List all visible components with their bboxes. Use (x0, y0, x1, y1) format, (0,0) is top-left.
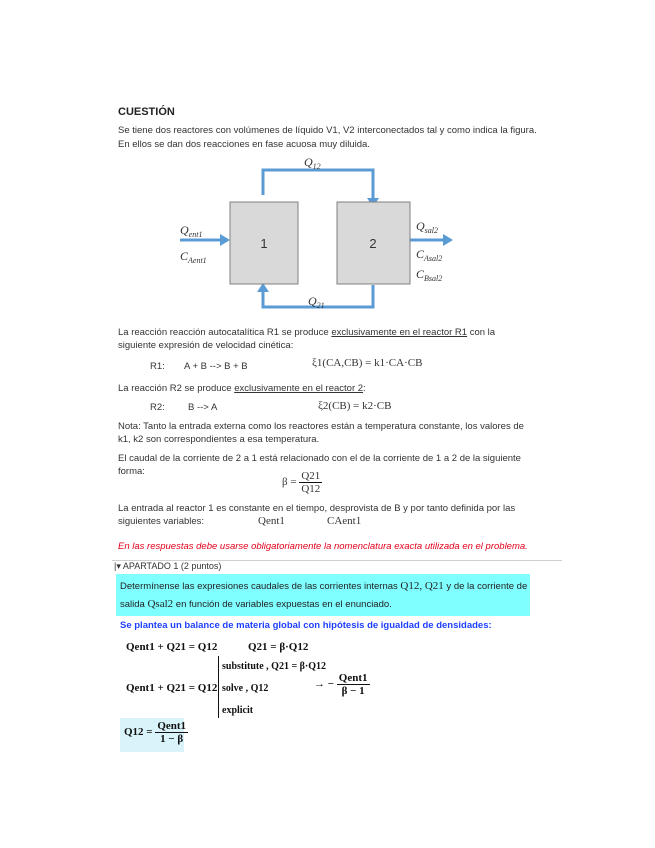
command-bracket (218, 656, 219, 718)
qsal-label (416, 219, 438, 235)
result-num: Qent1 (338, 672, 368, 684)
cent-label (180, 249, 207, 265)
input-text-line-1: La entrada al reactor 1 es constante en el tiempo, desprovista de B y por tanto definida por las (118, 503, 516, 514)
beta-fraction (299, 470, 322, 495)
r2-text-underlined: exclusivamente en el reactor 2 (234, 383, 364, 394)
r1-text-b: con la (467, 327, 496, 338)
r2-text-a: La reacción R2 se produce (118, 383, 235, 394)
final-lhs: Q12 = (124, 726, 153, 739)
qent-q: Q (180, 223, 189, 237)
question-text-d: en función de variables expuestas en el enunciado. (173, 599, 392, 610)
mass-balance-eq: Qent1 + Q21 = Q12 (126, 641, 218, 653)
flow-text-line-2: forma: (118, 466, 145, 477)
question-text-b: y de la corriente de (443, 581, 528, 592)
casal-label (416, 247, 442, 263)
section-title: APARTADO 1 (2 puntos) (122, 561, 222, 571)
question-var-sal: Qsal2 (147, 598, 174, 610)
command-solve: solve , Q12 (222, 683, 269, 694)
r1-rate: ξ1(CA,CB) = k1·CA·CB (312, 357, 423, 369)
intro-line-2: En ellos se dan dos reacciones en fase acuosa muy diluida. (118, 139, 370, 150)
symbolic-result (314, 672, 370, 697)
input-var-2: CAent1 (327, 515, 362, 527)
note-line-1: Nota: Tanto la entrada externa como los reactores están a temperatura constante, los valores de (118, 421, 524, 432)
r1-reaction: A + B --> B + B (184, 361, 248, 372)
q12-sub: 12 (312, 162, 321, 171)
final-fraction (155, 720, 188, 745)
q21-q: Q (308, 294, 317, 308)
qsal-sub: sal2 (424, 226, 439, 235)
q21-label (308, 294, 325, 310)
outlet-arrow-head (443, 234, 453, 246)
casal-sub: Asal2 (424, 254, 443, 263)
inlet-arrow-head (220, 234, 230, 246)
beta-equation (282, 470, 322, 495)
reactor-2-label: 2 (369, 236, 377, 251)
reactor-diagram (160, 150, 480, 320)
r1-label: R1: (150, 361, 165, 372)
r2-text-b: : (363, 383, 366, 394)
q12-q: Q (304, 155, 313, 169)
beta-den: Q12 (301, 483, 321, 495)
reactor-1-label: 1 (260, 236, 268, 251)
q12-label (304, 155, 321, 171)
cent-c: C (180, 249, 189, 263)
r1-text-line-2: siguiente expresión de velocidad cinética: (118, 340, 294, 351)
qent-sub: ent1 (188, 230, 203, 239)
r2-label: R2: (150, 402, 165, 413)
intro-line-1: Se tiene dos reactores con volúmenes de líquido V1, V2 interconectados tal y como indica la figura. (118, 125, 537, 136)
beta-lhs: β = (282, 476, 297, 489)
qsal-q: Q (416, 219, 425, 233)
r1-text-line-1 (118, 326, 495, 339)
beta-num: Q21 (301, 470, 321, 482)
question-line-1 (120, 580, 527, 593)
cbsal-c: C (416, 267, 425, 281)
flow-line-q12 (263, 170, 373, 200)
question-line-2 (120, 598, 392, 611)
section-header[interactable] (114, 561, 221, 572)
result-arrow: → (314, 678, 325, 691)
answer-intro: Se plantea un balance de materia global con hipótesis de igualdad de densidades: (120, 620, 492, 631)
r2-rate: ξ2(CB) = k2·CB (318, 400, 392, 412)
r1-text-underlined: exclusivamente en el reactor R1 (331, 327, 468, 338)
qent-label (180, 223, 202, 239)
collapse-marker-icon[interactable]: |▾ (114, 561, 121, 571)
question-text-a: Determínense las expresiones caudales de las corrientes internas (120, 581, 401, 592)
beta-relation-eq: Q21 = β·Q12 (248, 641, 309, 653)
cbsal-label (416, 267, 442, 283)
result-fraction (337, 672, 370, 697)
final-num: Qent1 (157, 720, 187, 732)
flow-text-line-1: El caudal de la corriente de 2 a 1 está relacionado con el de la corriente de 1 a 2 de la siguiente (118, 453, 521, 464)
command-explicit: explicit (222, 705, 254, 716)
solve-input-eq: Qent1 + Q21 = Q12 (126, 682, 218, 694)
question-text-c: salida (120, 599, 148, 610)
final-den: 1 − β (160, 733, 184, 745)
question-vars: Q12, Q21 (400, 580, 444, 592)
r1-text-a: La reacción reacción autocatalítica R1 se produce (118, 327, 332, 338)
result-sign: − (327, 678, 335, 691)
cent-sub: Aent1 (188, 256, 207, 265)
nomenclature-warning: En las respuestas debe usarse obligatoriamente la nomenclatura exacta utilizada en el problema. (118, 541, 528, 552)
result-den: β − 1 (341, 685, 365, 697)
q21-sub: 21 (316, 301, 325, 310)
note-line-2: k1, k2 son correspondientes a esa temperatura. (118, 434, 320, 445)
casal-c: C (416, 247, 425, 261)
input-var-1: Qent1 (258, 515, 285, 527)
section-heading: CUESTIÓN (118, 106, 175, 118)
r2-text (118, 382, 366, 395)
input-text-line-2: siguientes variables: (118, 516, 205, 527)
cbsal-sub: Bsal2 (424, 274, 443, 283)
command-substitute: substitute , Q21 = β·Q12 (222, 661, 327, 672)
r2-reaction: B --> A (188, 402, 218, 413)
final-answer (124, 720, 188, 745)
